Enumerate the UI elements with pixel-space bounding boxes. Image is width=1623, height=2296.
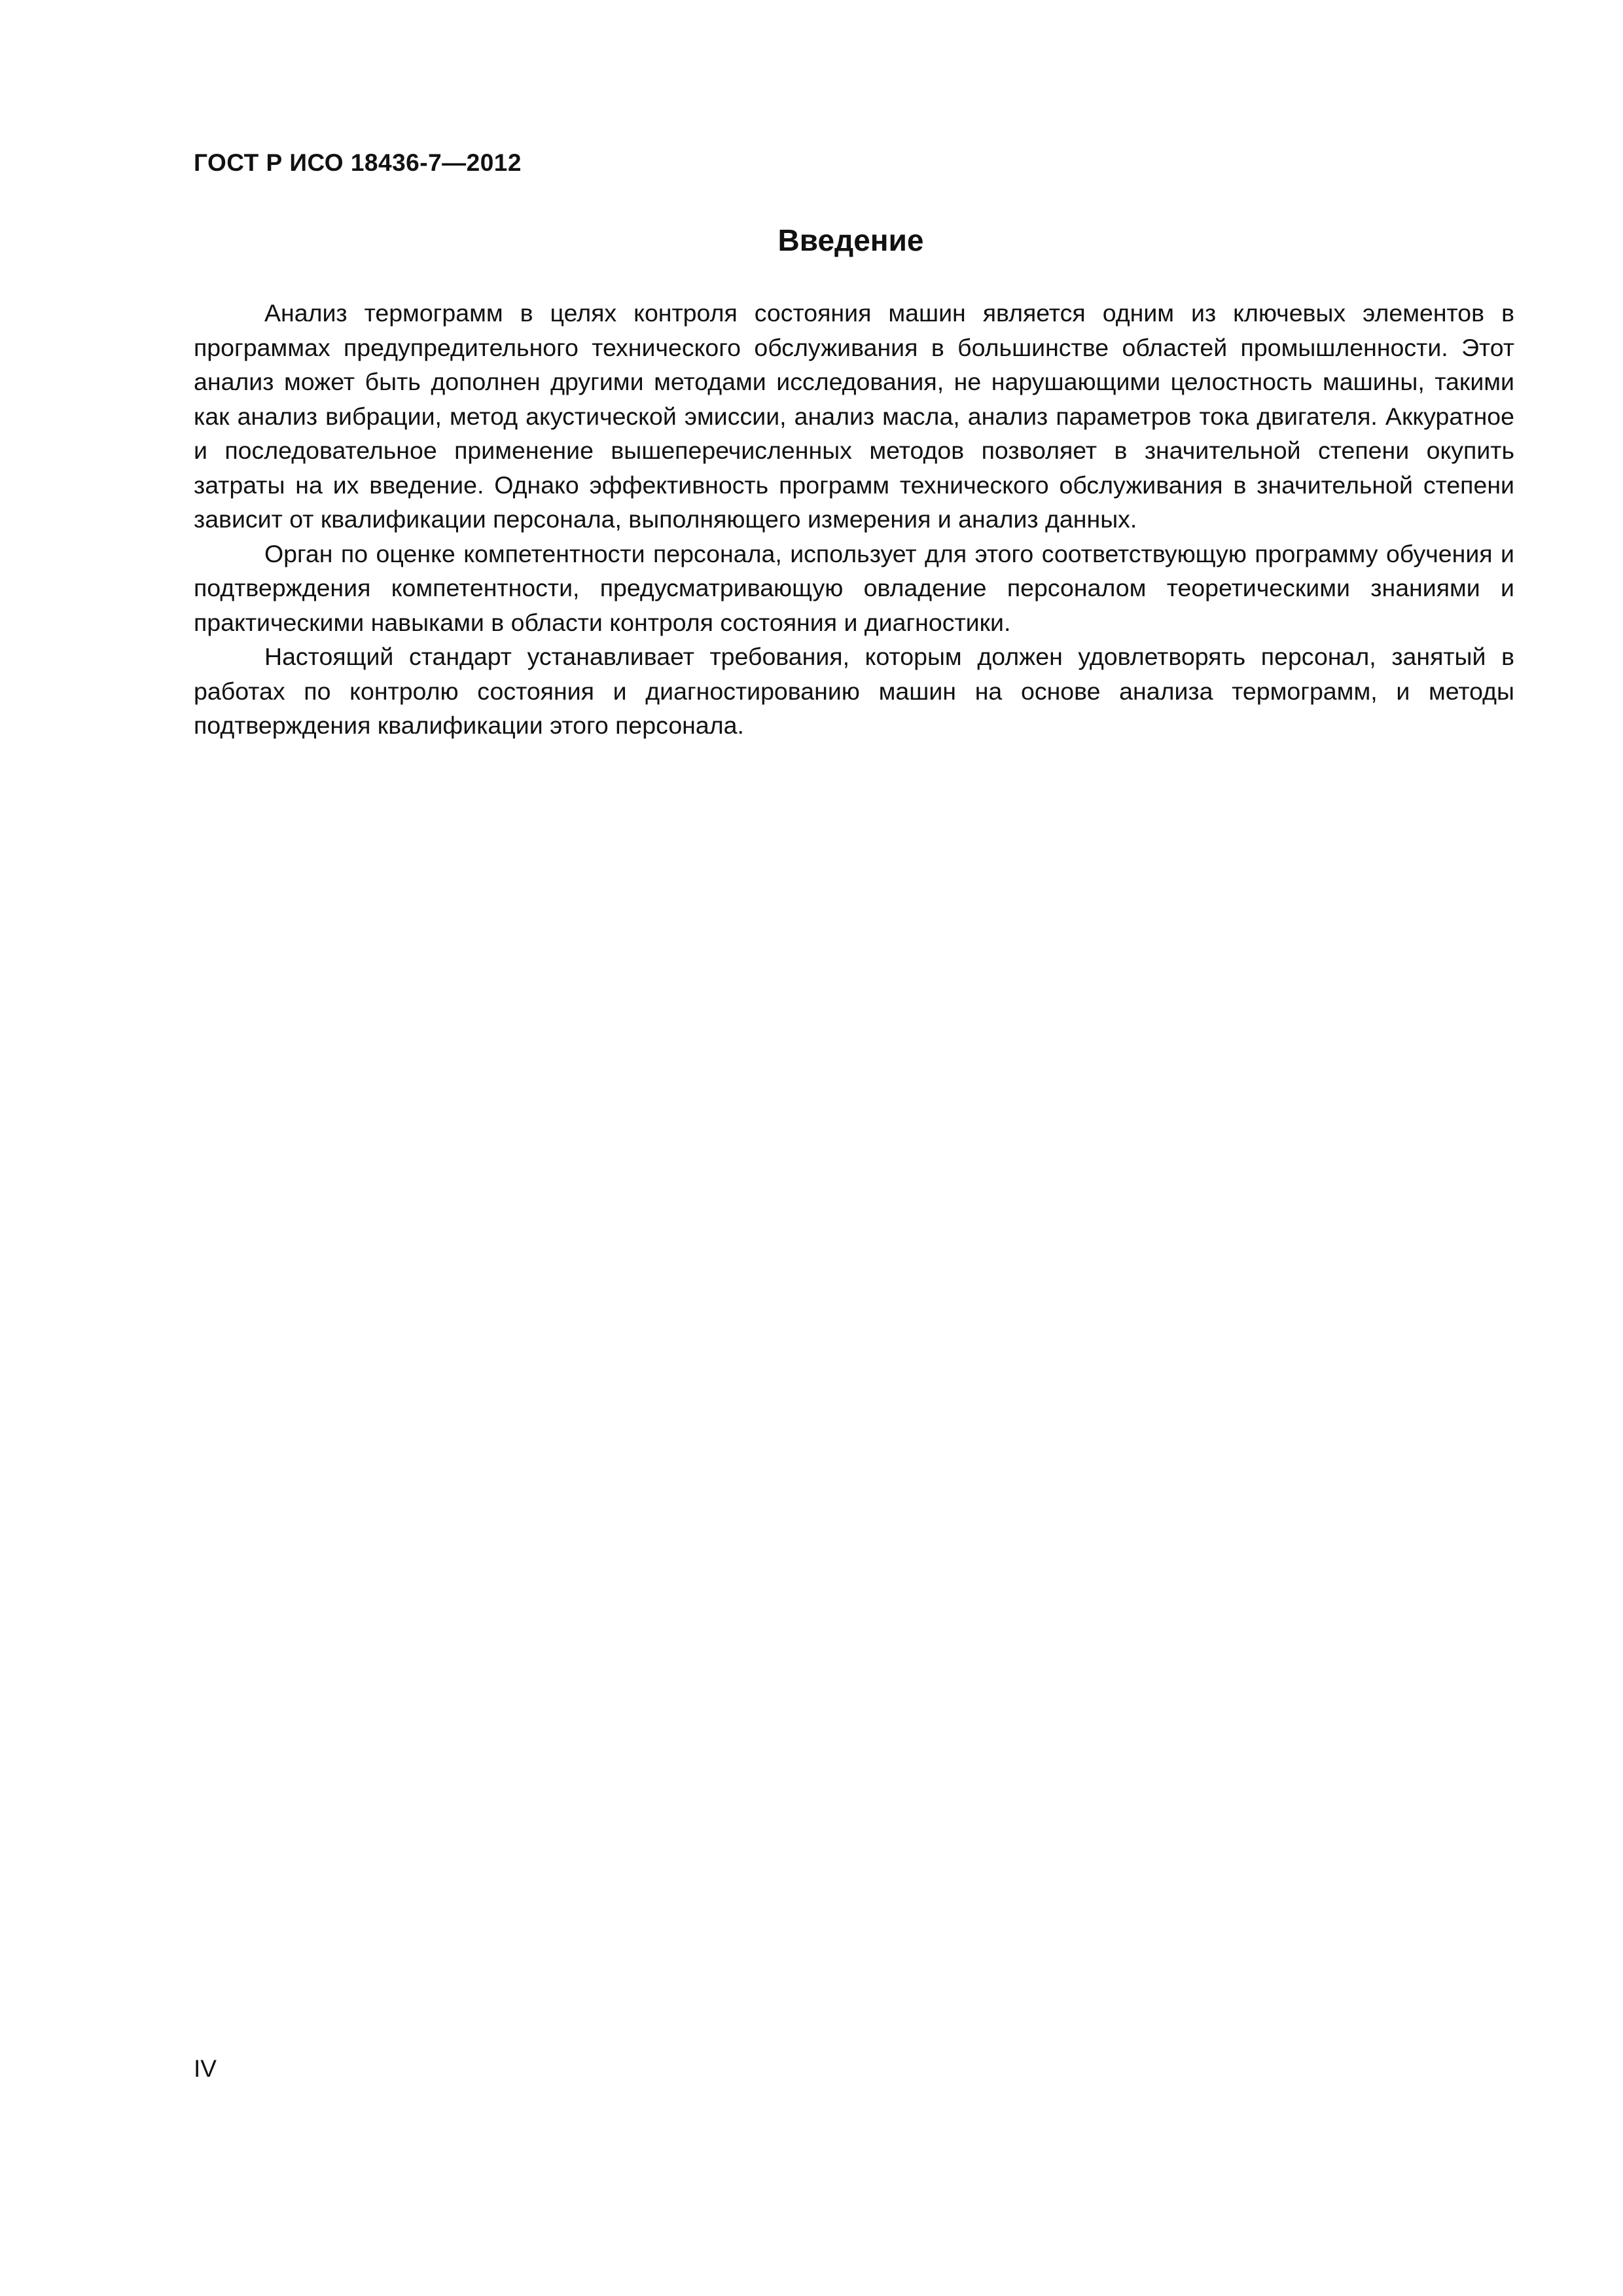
paragraph-3: Настоящий стандарт устанавливает требования, которым должен удовлетворять персонал, занятый в работах по контролю состояния и диагностированию машин на основе анализа термограмм, и методы подтверждения квалификации этого персонала. bbox=[194, 643, 1514, 739]
paragraph-1: Анализ термограмм в целях контроля состояния машин является одним из ключевых элементов в программах предупредительного технического обслуживания в большинстве областей промышленности. Этот анализ может быть дополнен другими методами исследования, не нарушающими целостность машины, такими как анализ вибрации, метод акустической эмиссии, анализ масла, анализ параметров тока двигателя. Аккуратное и последовательное применение вышеперечисленных методов позволяет в значительной степени окупить затраты на их введение. Однако эффективность программ технического обслуживания в значительной степени зависит от квалификации персонала, выполняющего измерения и анализ данных. bbox=[194, 299, 1514, 533]
page-number: IV bbox=[194, 2055, 217, 2082]
standard-code-header: ГОСТ Р ИСО 18436-7—2012 bbox=[194, 149, 522, 176]
introduction-body bbox=[194, 296, 1514, 743]
paragraph-2: Орган по оценке компетентности персонала, использует для этого соответствующую программу обучения и подтверждения компетентности, предусматривающую овладение персоналом теоретическими знаниями и практическими навыками в области контроля состояния и диагностики. bbox=[194, 539, 1514, 636]
section-title: Введение bbox=[777, 223, 924, 257]
